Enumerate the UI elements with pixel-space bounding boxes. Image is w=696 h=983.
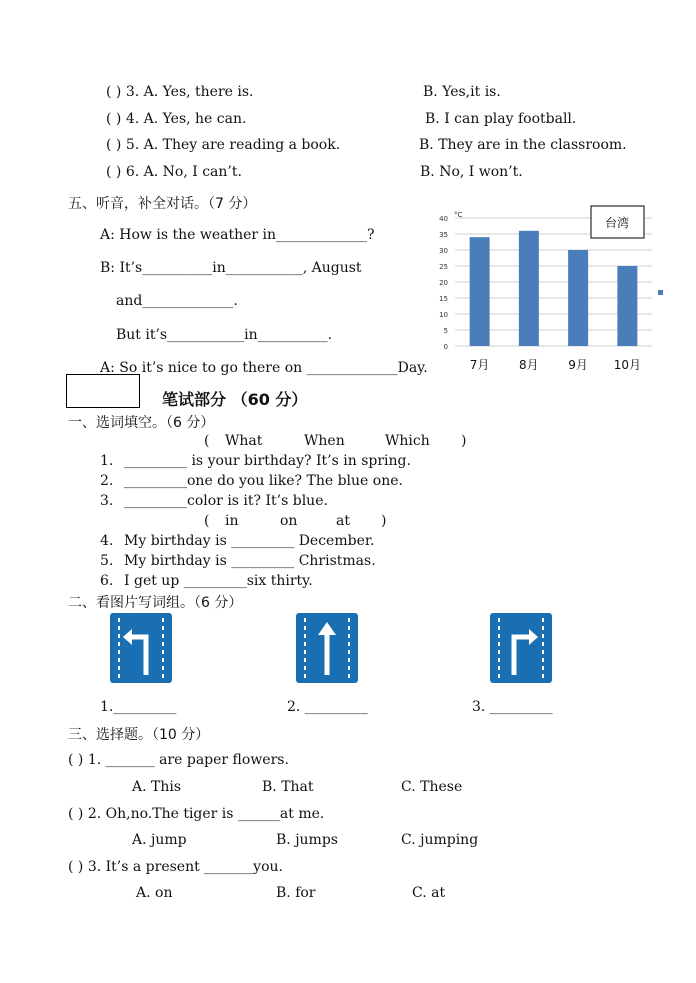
item-3-text: _________color is it? It’s blue. (124, 493, 328, 509)
option-what: What (225, 433, 263, 449)
dialog-line-1: A: How is the weather in_____________? (100, 227, 375, 243)
choice-4-b: B. I can play football. (425, 111, 577, 127)
options1-open: ( (204, 433, 210, 449)
y-tick-label: 15 (439, 295, 448, 303)
go-straight-sign-icon (296, 613, 358, 683)
choice-3-a: ( ) 3. A. Yes, there is. (106, 84, 254, 100)
choice-5-a: ( ) 5. A. They are reading a book. (106, 137, 341, 153)
item-3-num: 3. (100, 493, 114, 509)
chart-handle-marker (658, 290, 663, 295)
dialog-line-3: and_____________. (116, 293, 238, 309)
q2-option-c: C. jumping (401, 832, 479, 848)
dialog-line-5: A: So it’s nice to go there on _____________Day. (100, 360, 428, 376)
bar (519, 231, 539, 346)
section3-heading: 三、选择题。（10 分） (68, 727, 210, 743)
options2-close: ) (381, 513, 387, 529)
q3-option-a: A. on (136, 885, 173, 901)
section1-heading: 一、选词填空。（6 分） (68, 415, 215, 431)
bar (617, 266, 637, 346)
bar (568, 250, 588, 346)
q1-option-c: C. These (401, 779, 463, 795)
y-tick-label: 5 (443, 327, 448, 335)
question-3: ( ) 3. It’s a present _______you. (68, 859, 283, 875)
item-1-num: 1. (100, 453, 114, 469)
item-6-text: I get up _________six thirty. (124, 573, 313, 589)
y-tick-label: 20 (439, 279, 448, 287)
x-tick-label: 8月 (519, 358, 539, 372)
dialog-line-4: But it’s___________in__________. (116, 327, 333, 343)
temperature-chart (420, 205, 670, 380)
item-4-text: My birthday is _________ December. (124, 533, 375, 549)
x-tick-label: 7月 (469, 358, 490, 372)
y-tick-label: 10 (439, 311, 448, 319)
choice-6-b: B. No, I won’t. (420, 164, 523, 180)
y-tick-label: 25 (439, 263, 448, 271)
bar (470, 237, 490, 346)
sign-answer-2: 2. _________ (287, 699, 368, 715)
item-5-num: 5. (100, 553, 114, 569)
sign-answer-3: 3. _________ (472, 699, 553, 715)
item-4-num: 4. (100, 533, 114, 549)
q2-option-b: B. jumps (276, 832, 338, 848)
option-when: When (304, 433, 345, 449)
x-tick-label: 10月 (613, 358, 642, 372)
x-tick-label: 9月 (568, 358, 588, 372)
y-unit-label: °C (454, 211, 463, 219)
score-box (66, 374, 140, 408)
choice-6-a: ( ) 6. A. No, I can’t. (106, 164, 242, 180)
q3-option-b: B. for (276, 885, 316, 901)
item-5-text: My birthday is _________ Christmas. (124, 553, 376, 569)
options1-close: ) (461, 433, 467, 449)
item-2-num: 2. (100, 473, 114, 489)
choice-4-a: ( ) 4. A. Yes, he can. (106, 111, 247, 127)
q1-option-b: B. That (262, 779, 314, 795)
section5-heading: 五、听音，补全对话。（7 分） (68, 196, 257, 212)
dialog-line-2: B: It’s__________in___________, August (100, 260, 362, 276)
q1-option-a: A. This (132, 779, 182, 795)
q3-option-c: C. at (412, 885, 446, 901)
question-1: ( ) 1. _______ are paper flowers. (68, 752, 289, 768)
chart-title: 台湾 (604, 216, 630, 230)
section2-heading: 二、看图片写词组。（6 分） (68, 595, 243, 611)
choice-3-b: B. Yes,it is. (423, 84, 501, 100)
option-on: on (280, 513, 298, 529)
item-6-num: 6. (100, 573, 114, 589)
y-tick-label: 30 (439, 247, 448, 255)
turn-right-sign-icon (490, 613, 552, 683)
turn-left-sign-icon (110, 613, 172, 683)
written-title: 笔试部分 （60 分） (162, 390, 308, 409)
q2-option-a: A. jump (132, 832, 187, 848)
option-in: in (225, 513, 239, 529)
option-at: at (336, 513, 350, 529)
y-tick-label: 0 (443, 343, 448, 351)
option-which: Which (385, 433, 430, 449)
options2-open: ( (204, 513, 210, 529)
question-2: ( ) 2. Oh,no.The tiger is ______at me. (68, 806, 325, 822)
item-2-text: _________one do you like? The blue one. (124, 473, 403, 489)
sign-answer-1: 1._________ (100, 699, 177, 715)
y-tick-label: 35 (439, 231, 448, 239)
choice-5-b: B. They are in the classroom. (419, 137, 627, 153)
item-1-text: _________ is your birthday? It’s in spring. (124, 453, 411, 469)
y-tick-label: 40 (439, 215, 448, 223)
